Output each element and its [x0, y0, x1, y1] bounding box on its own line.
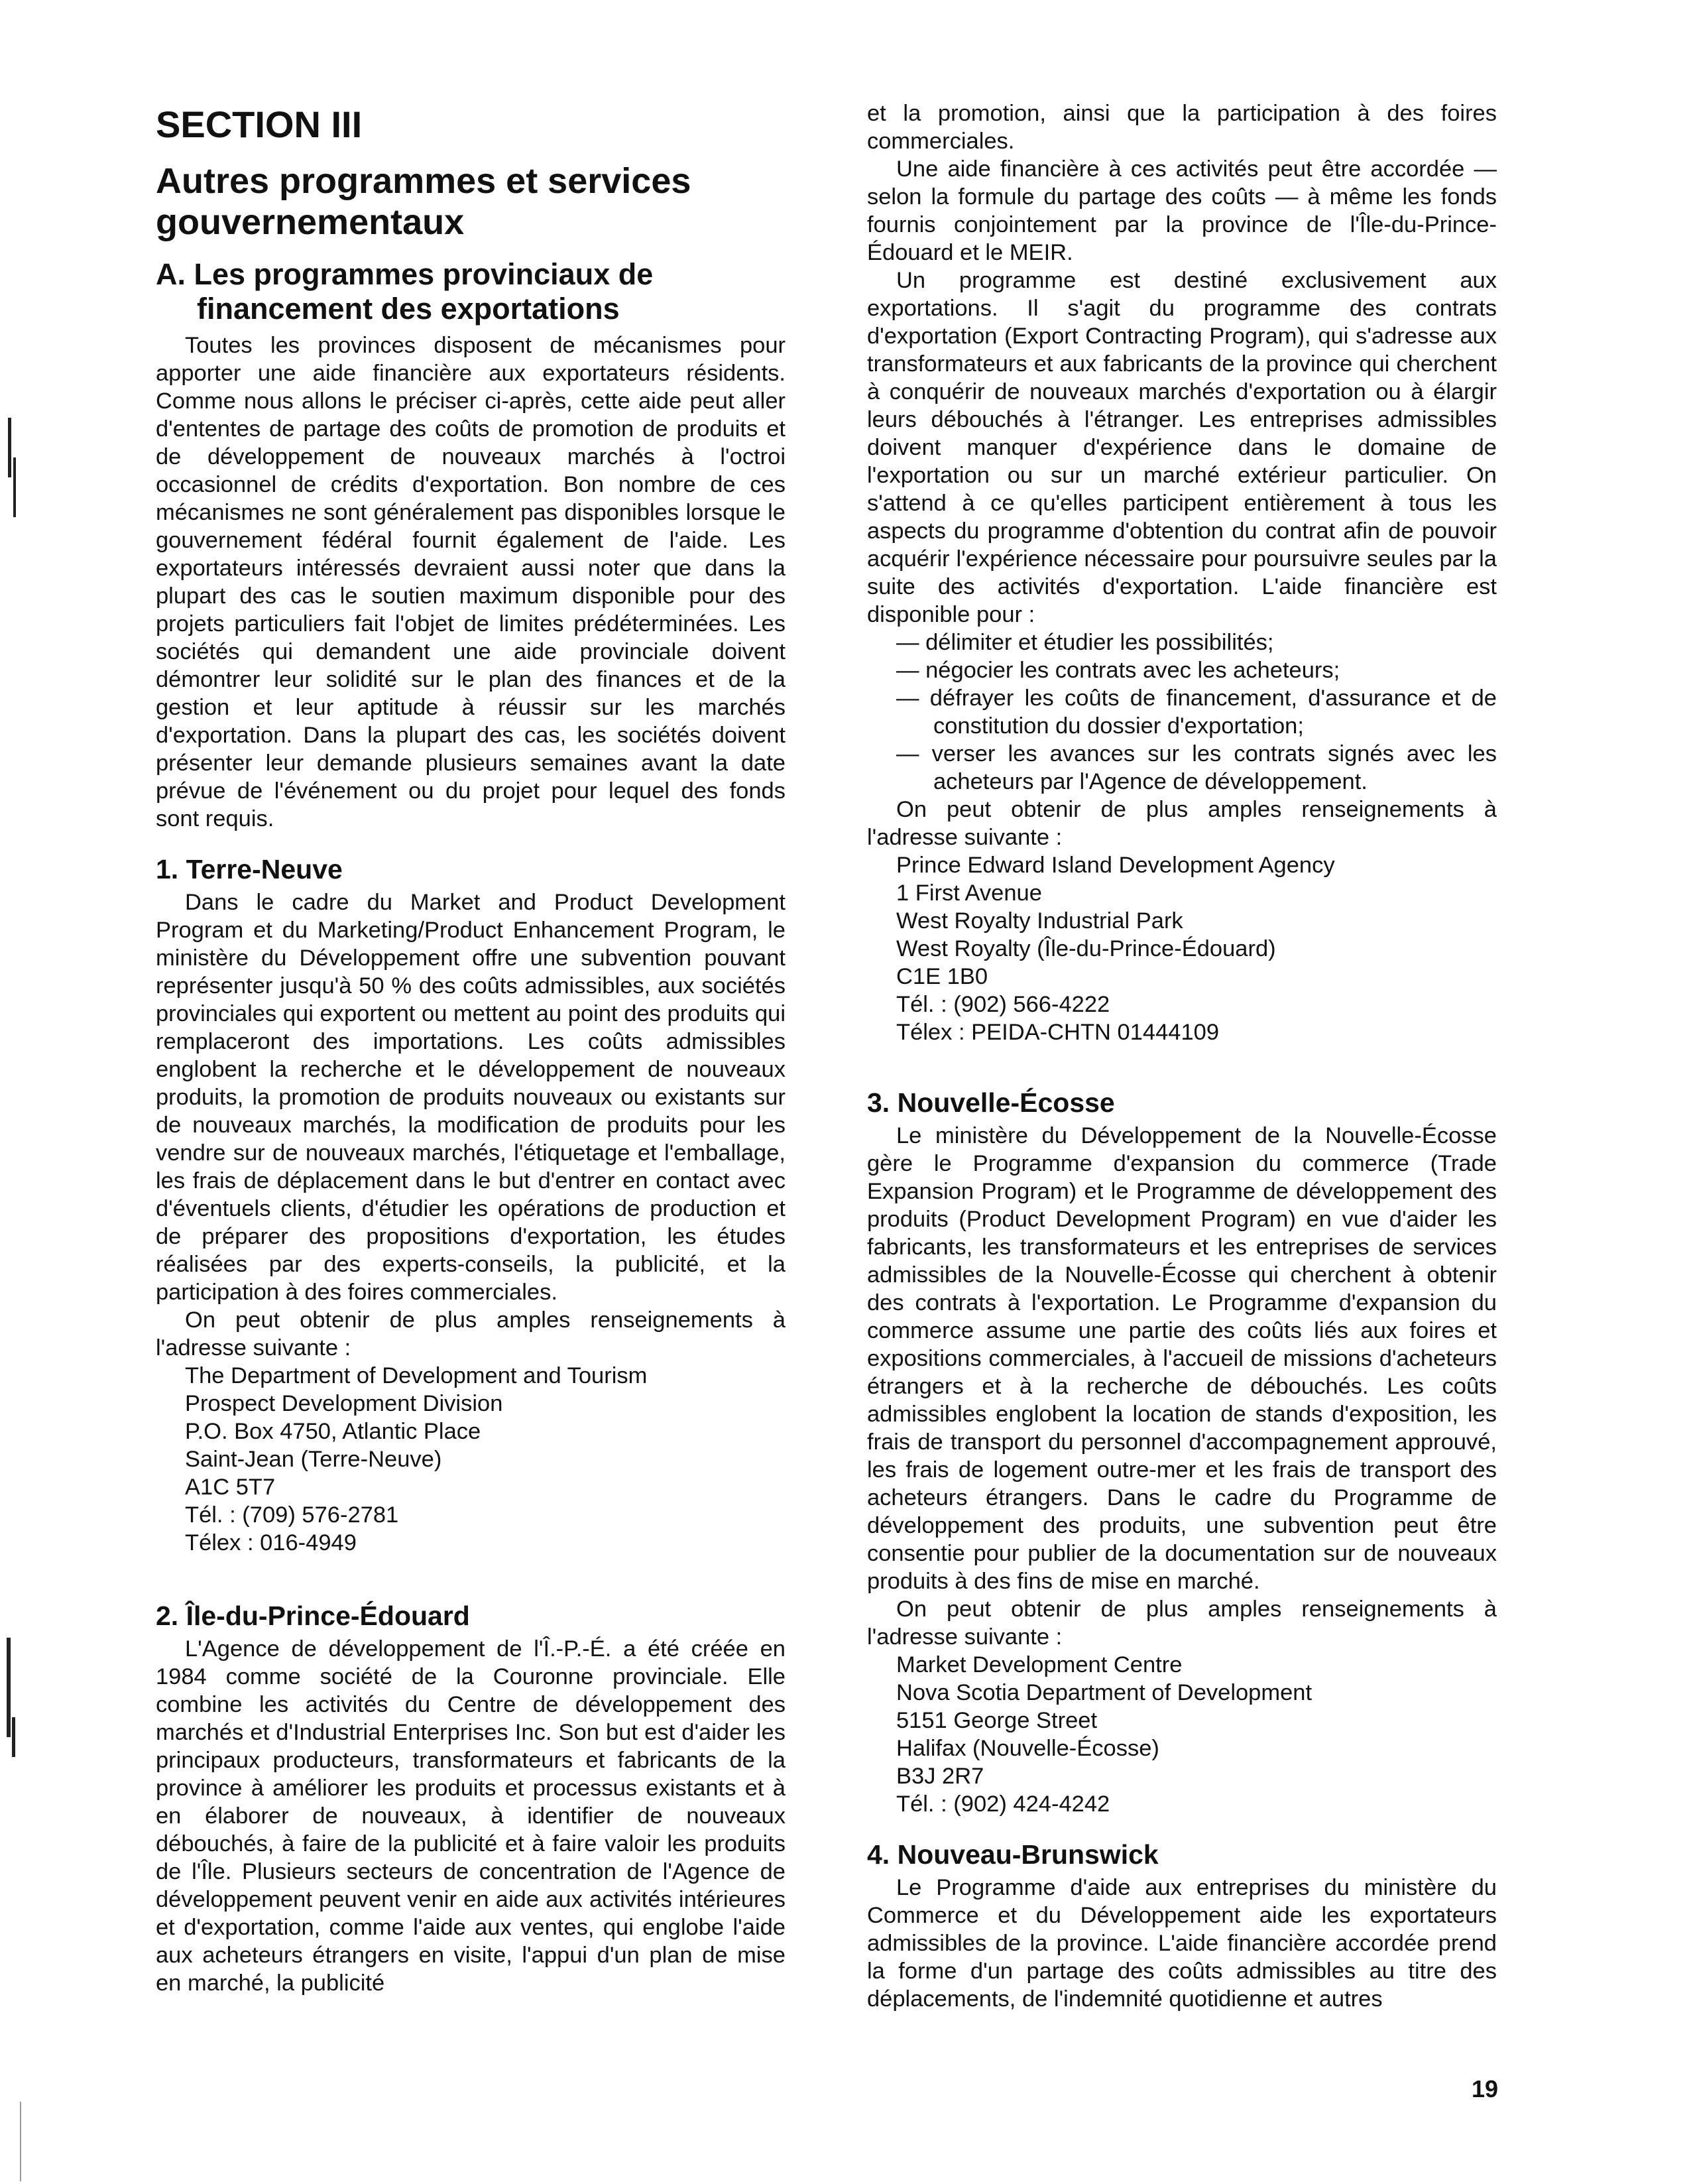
- address-line: Prospect Development Division: [185, 1391, 503, 1416]
- address-line: Tél. : (902) 424-4242: [896, 1791, 1110, 1817]
- address-line: Télex : 016-4949: [185, 1530, 357, 1555]
- address-line: C1E 1B0: [896, 964, 988, 989]
- ipe-address: [867, 851, 1497, 1046]
- heading-terre-neuve: 1. Terre-Neuve: [156, 854, 343, 884]
- nouveau-brunswick-paragraph: Le Programme d'aide aux entreprises du ministère du Commerce et du Développement aide les exportateurs admissibles de la province. L'aide financière accordée prend la forme d'un partage des coûts admissibles au titre des déplacements, de l'indemnité quotidienne et autres: [867, 1875, 1497, 2012]
- address-line: Saint-Jean (Terre-Neuve): [185, 1447, 442, 1472]
- scan-mark: [12, 1717, 15, 1757]
- ipe-program-paragraph: Un programme est destiné exclusivement aux exportations. Il s'agit du programme des contrats d'exportation (Export Contracting Program), qui s'adresse aux transformateurs et aux fabricants de la province qui cherchent à conquérir de nouveaux marchés d'exportation ou à élargir leurs débouchés à l'étranger. Les entreprises admissibles doivent manquer d'expérience dans le domaine de l'exportation ou sur un marché extérieur particulier. On s'attend à ce qu'elles participent entièrement à tous les aspects du programme d'obtention du contrat afin de pouvoir acquérir l'expérience nécessaire pour poursuivre seules par la suite des activités d'exportation. L'aide financière est disponible pour :: [867, 268, 1497, 627]
- section-label: SECTION III: [156, 103, 363, 145]
- address-line: 5151 George Street: [896, 1708, 1098, 1733]
- nouvelle-ecosse-address: [867, 1651, 1497, 1818]
- right-column: [867, 99, 1497, 2013]
- terre-neuve-address: [156, 1362, 786, 1557]
- ipe-paragraph-continued: et la promotion, ainsi que la participation à des foires commerciales.: [867, 101, 1497, 154]
- ipe-aid-list: [867, 629, 1497, 796]
- address-line: 1 First Avenue: [896, 880, 1042, 906]
- address-line: A1C 5T7: [185, 1475, 276, 1500]
- scan-mark: [20, 2102, 21, 2181]
- address-line: Market Development Centre: [896, 1652, 1183, 1677]
- scan-mark: [8, 418, 11, 477]
- terre-neuve-info-paragraph: On peut obtenir de plus amples renseignements à l'adresse suivante :: [156, 1307, 786, 1361]
- page-number: 19: [1472, 2075, 1499, 2102]
- heading-nouvelle-ecosse: 3. Nouvelle-Écosse: [867, 1087, 1115, 1118]
- list-item: — négocier les contrats avec les acheteurs;: [896, 658, 1340, 683]
- address-line: P.O. Box 4750, Atlantic Place: [185, 1419, 481, 1444]
- list-item: — verser les avances sur les contrats signés avec les acheteurs par l'Agence de développement.: [896, 741, 1497, 794]
- address-line: Nova Scotia Department of Development: [896, 1680, 1312, 1705]
- address-line: Prince Edward Island Development Agency: [896, 853, 1335, 878]
- scan-mark: [7, 1638, 11, 1737]
- address-line: Tél. : (709) 576-2781: [185, 1502, 399, 1528]
- nouvelle-ecosse-info-paragraph: On peut obtenir de plus amples renseignements à l'adresse suivante :: [867, 1597, 1497, 1650]
- scan-mark: [13, 457, 16, 517]
- address-line: B3J 2R7: [896, 1764, 984, 1789]
- address-line: Halifax (Nouvelle-Écosse): [896, 1736, 1159, 1761]
- ipe-info-paragraph: On peut obtenir de plus amples renseignements à l'adresse suivante :: [867, 797, 1497, 850]
- address-line: The Department of Development and Tourism: [185, 1363, 648, 1388]
- ipe-funding-paragraph: Une aide financière à ces activités peut être accordée — selon la formule du partage des coûts — à même les fonds fournis conjointement par la province de l'Île-du-Prince-Édouard et le MEIR.: [867, 156, 1497, 265]
- subsection-title: A. Les programmes provinciaux de financement des exportations: [156, 257, 654, 326]
- list-item: — délimiter et étudier les possibilités;: [896, 630, 1274, 655]
- address-line: West Royalty (Île-du-Prince-Édouard): [896, 936, 1276, 961]
- address-line: Télex : PEIDA-CHTN 01444109: [896, 1020, 1220, 1045]
- terre-neuve-paragraph: Dans le cadre du Market and Product Development Program et du Marketing/Product Enhancement Program, le ministère du Développement offre une subvention pouvant représenter jusqu'à 50 % des coûts admissibles, aux sociétés provinciales qui exportent ou mettent au point des produits qui remplaceront des importations. Les coûts admissibles englobent la recherche et le développement de nouveaux produits, la promotion de produits nouveaux ou existants sur de nouveaux marchés, la modification de produits pour les vendre sur de nouveaux marchés, l'étiquetage et l'emballage, les frais de déplacement dans le but d'entrer en contact avec d'éventuels clients, d'étudier les opérations de production et de préparer des propositions d'exportation, les études réalisées par des experts-conseils, la publicité, et la participation à des foires commerciales.: [156, 890, 786, 1305]
- address-line: Tél. : (902) 566-4222: [896, 992, 1110, 1017]
- ipe-paragraph: L'Agence de développement de l'Î.-P.-É. a été créée en 1984 comme société de la Couronne provinciale. Elle combine les activités du Centre de développement des marchés et d'Industrial Enterprises Inc. Son but est d'aider les principaux producteurs, transformateurs et fabricants de la province à améliorer les produits et processus existants et à en élaborer de nouveaux, à identifier de nouveaux débouchés, à faire de la publicité et à faire valoir les produits de l'Île. Plusieurs secteurs de concentration de l'Agence de développement peuvent venir en aide aux activités intérieures et d'exportation, comme l'aide aux ventes, qui englobe l'aide aux acheteurs étrangers en visite, l'appui d'un plan de mise en marché, la publicité: [156, 1636, 786, 1996]
- heading-nouveau-brunswick: 4. Nouveau-Brunswick: [867, 1839, 1159, 1870]
- list-item: — défrayer les coûts de financement, d'assurance et de constitution du dossier d'exportation;: [896, 686, 1497, 739]
- address-line: West Royalty Industrial Park: [896, 908, 1183, 934]
- nouvelle-ecosse-paragraph: Le ministère du Développement de la Nouvelle-Écosse gère le Programme d'expansion du commerce (Trade Expansion Program) et le Programme de développement des produits (Product Development Program) en vue d'aider les fabricants, les transformateurs et les entreprises de services admissibles de la Nouvelle-Écosse qui cherchent à obtenir des contrats à l'exportation. Le Programme d'expansion du commerce assume une partie des coûts liés aux foires et expositions commerciales, à l'accueil de missions d'acheteurs étrangers et à la recherche de débouchés. Les coûts admissibles englobent la location de stands d'exposition, les frais de transport du personnel d'accompagnement approuvé, les frais de logement outre-mer et les frais de transport des acheteurs étrangers. Dans le cadre du Programme de développement des produits, une subvention peut être consentie pour publier de la documentation sur de nouveaux produits à des fins de mise en marché.: [867, 1123, 1497, 1594]
- left-column: [156, 99, 786, 1997]
- main-title: Autres programmes et services gouvernementaux: [156, 161, 691, 242]
- intro-paragraph: Toutes les provinces disposent de mécanismes pour apporter une aide financière aux exportateurs résidents. Comme nous allons le préciser ci-après, cette aide peut aller d'ententes de partage des coûts de promotion de produits et de développement de nouveaux marchés à l'octroi occasionnel de crédits d'exportation. Bon nombre de ces mécanismes ne sont généralement pas disponibles lorsque le gouvernement fédéral fournit également de l'aide. Les exportateurs intéressés devraient aussi noter que dans la plupart des cas le soutien maximum disponible pour des projets particuliers fait l'objet de limites prédéterminées. Les sociétés qui demandent une aide provinciale doivent démontrer leur solidité sur le plan des finances et de la gestion et leur aptitude à réussir sur les marchés d'exportation. Dans la plupart des cas, les sociétés doivent présenter leur demande plusieurs semaines avant la date prévue de l'événement ou du projet pour lequel des fonds sont requis.: [156, 333, 786, 831]
- heading-ile-du-prince-edouard: 2. Île-du-Prince-Édouard: [156, 1601, 470, 1631]
